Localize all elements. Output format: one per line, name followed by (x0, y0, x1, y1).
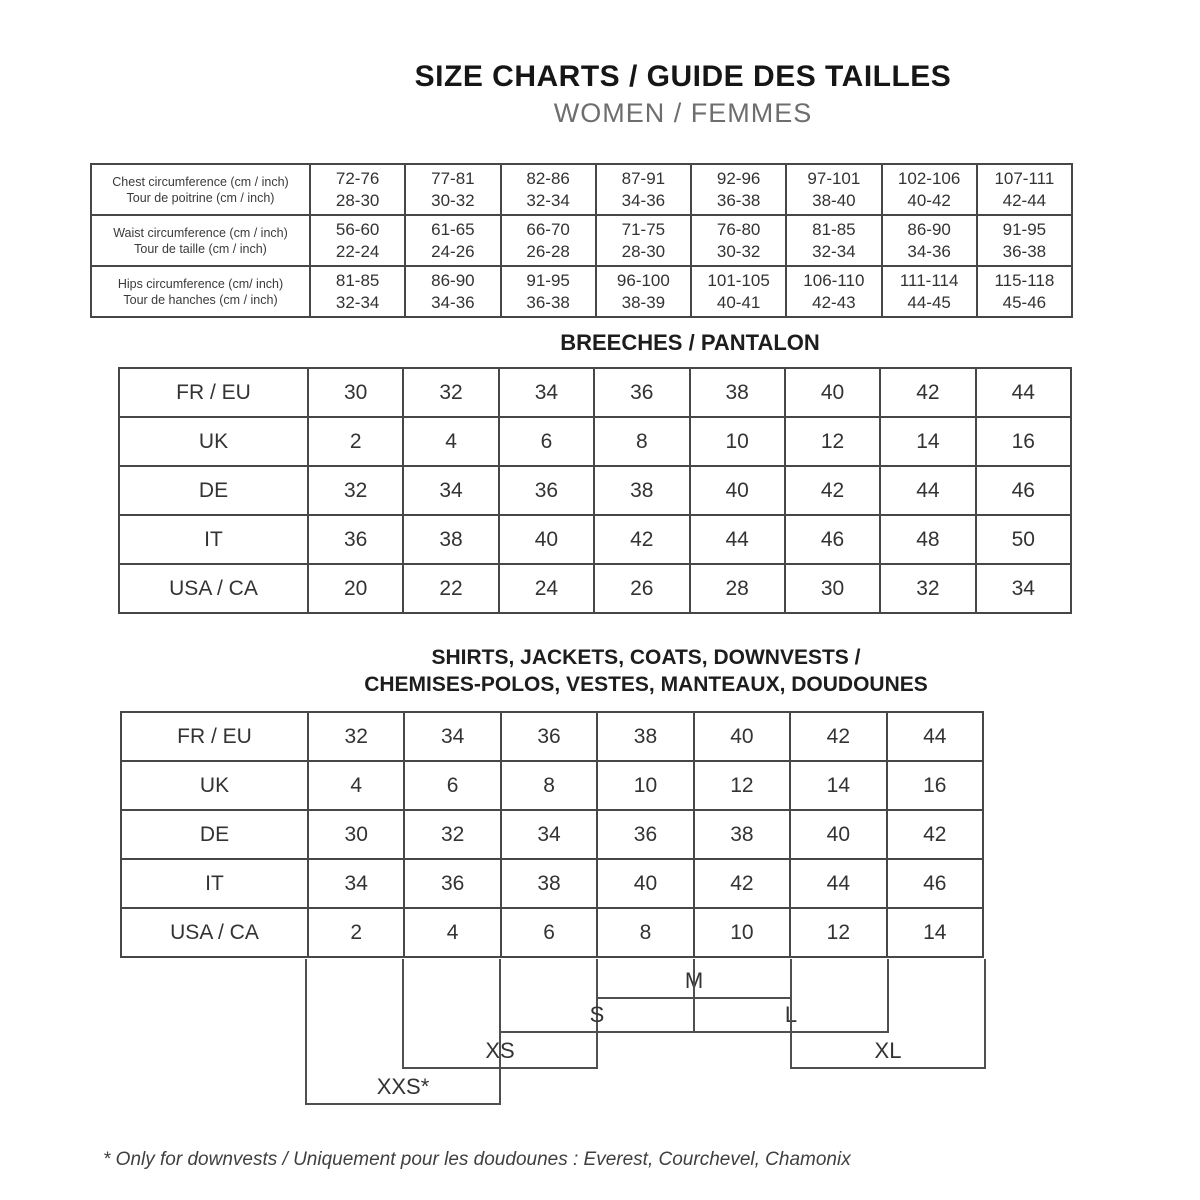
measurement-value-cell (882, 266, 977, 317)
size-row-label: DE (119, 466, 308, 515)
size-row-label: USA / CA (121, 908, 308, 957)
measurement-value-inch: 24-26 (431, 241, 475, 261)
size-value-cell: 40 (499, 515, 594, 564)
page-title: SIZE CHARTS / GUIDE DES TAILLES (414, 60, 952, 93)
size-value-cell: 36 (594, 368, 689, 417)
size-value-cell: 16 (887, 761, 983, 810)
measurements-table-body (91, 164, 1072, 317)
measurement-value-cell (310, 215, 405, 266)
measurement-value-inch: 30-32 (716, 241, 761, 261)
size-value-cell: 32 (880, 564, 975, 613)
size-value-cell: 8 (501, 761, 597, 810)
size-row-label: FR / EU (119, 368, 308, 417)
size-row (119, 515, 1071, 564)
shirts-title-line2: CHEMISES-POLOS, VESTES, MANTEAUX, DOUDOUNES (364, 673, 928, 696)
size-value-cell: 32 (404, 810, 500, 859)
size-value-cell: 6 (501, 908, 597, 957)
measurement-value-cm: 91-95 (526, 270, 570, 290)
size-row-label: USA / CA (119, 564, 308, 613)
size-value-cell: 22 (403, 564, 498, 613)
footnote: * Only for downvests / Uniquement pour les doudounes : Everest, Courchevel, Chamonix (103, 1149, 851, 1170)
size-value-cell: 10 (690, 417, 785, 466)
size-value-cell: 14 (790, 761, 886, 810)
size-value-cell: 42 (887, 810, 983, 859)
size-value-cell: 34 (976, 564, 1071, 613)
measurement-value-inch: 28-30 (335, 190, 380, 210)
measurement-value-cm: 91-95 (1002, 219, 1047, 239)
size-value-cell: 10 (597, 761, 693, 810)
size-bracket-xl (790, 959, 986, 1069)
size-value-cell: 36 (597, 810, 693, 859)
measurement-label-fr: Tour de poitrine (cm / inch) (126, 190, 275, 205)
size-brackets-diagram (120, 959, 984, 1109)
measurement-value-cell (310, 164, 405, 215)
measurement-value-cell (977, 164, 1072, 215)
size-value-cell: 46 (785, 515, 880, 564)
size-value-cell: 14 (887, 908, 983, 957)
measurement-label-en: Waist circumference (cm / inch) (113, 225, 288, 240)
measurement-value-inch: 34-36 (907, 241, 951, 261)
size-row (119, 417, 1071, 466)
size-row (119, 368, 1071, 417)
measurement-value-cm: 111-114 (899, 270, 959, 290)
size-row (119, 564, 1071, 613)
measurement-value-inch: 42-44 (1002, 190, 1047, 210)
size-value-cell: 44 (690, 515, 785, 564)
size-row (121, 810, 983, 859)
size-bracket-label: XXS* (376, 1074, 430, 1099)
size-row (121, 761, 983, 810)
size-row (119, 466, 1071, 515)
measurement-value-cm: 86-90 (431, 270, 475, 290)
size-value-cell: 48 (880, 515, 975, 564)
size-value-cell: 42 (594, 515, 689, 564)
measurement-value-cm: 106-110 (803, 270, 865, 290)
size-value-cell: 32 (403, 368, 498, 417)
size-value-cell: 24 (499, 564, 594, 613)
measurement-value-cell (501, 164, 596, 215)
size-row-label: UK (121, 761, 308, 810)
measurement-value-cm: 87-91 (621, 168, 666, 188)
size-value-cell: 36 (501, 712, 597, 761)
measurements-table (90, 163, 1073, 318)
size-value-cell: 36 (308, 515, 403, 564)
size-value-cell: 32 (308, 466, 403, 515)
size-bracket-label: L (784, 1002, 798, 1027)
measurement-value-cell (405, 164, 500, 215)
measurement-value-cm: 76-80 (716, 219, 761, 239)
measurement-value-cell (691, 164, 786, 215)
measurement-value-inch: 32-34 (812, 241, 856, 261)
measurement-value-cm: 82-86 (526, 168, 570, 188)
measurement-value-cell (977, 215, 1072, 266)
measurement-value-cell (405, 266, 500, 317)
measurement-value-inch: 30-32 (431, 190, 475, 210)
size-value-cell: 42 (880, 368, 975, 417)
measurement-label-en: Hips circumference (cm/ inch) (117, 276, 284, 291)
size-value-cell: 32 (308, 712, 404, 761)
size-value-cell: 12 (790, 908, 886, 957)
size-value-cell: 12 (785, 417, 880, 466)
size-row-label: UK (119, 417, 308, 466)
measurement-value-cell (501, 215, 596, 266)
measurement-value-cell (596, 266, 691, 317)
size-value-cell: 8 (594, 417, 689, 466)
measurement-value-inch: 32-34 (335, 292, 380, 312)
measurement-value-cell (786, 266, 881, 317)
measurement-label-cell (91, 215, 310, 266)
size-value-cell: 12 (694, 761, 790, 810)
measurement-value-cm: 102-106 (897, 168, 961, 188)
size-value-cell: 6 (404, 761, 500, 810)
measurement-value-cell (786, 164, 881, 215)
shirts-table-body (121, 712, 983, 957)
size-value-cell: 44 (976, 368, 1071, 417)
size-row (121, 712, 983, 761)
title-block (183, 60, 1183, 129)
size-value-cell: 36 (404, 859, 500, 908)
measurement-value-inch: 26-28 (526, 241, 570, 261)
measurement-value-inch: 32-34 (526, 190, 570, 210)
measurement-value-cell (786, 215, 881, 266)
size-value-cell: 44 (880, 466, 975, 515)
measurement-value-cell (405, 215, 500, 266)
size-row-label: FR / EU (121, 712, 308, 761)
size-value-cell: 38 (403, 515, 498, 564)
measurement-value-inch: 38-40 (812, 190, 856, 210)
measurement-value-inch: 36-38 (1002, 241, 1047, 261)
size-value-cell: 38 (501, 859, 597, 908)
measurement-value-inch: 28-30 (621, 241, 666, 261)
measurement-value-cm: 81-85 (335, 270, 380, 290)
measurement-value-cm: 96-100 (616, 270, 670, 290)
breeches-size-table (118, 367, 1072, 614)
measurement-value-inch: 40-41 (716, 292, 761, 312)
measurement-label-fr: Tour de hanches (cm / inch) (123, 292, 278, 307)
size-value-cell: 38 (690, 368, 785, 417)
size-value-cell: 6 (499, 417, 594, 466)
size-bracket-label: XS (485, 1038, 515, 1063)
measurement-value-inch: 44-45 (907, 292, 951, 312)
size-value-cell: 30 (308, 810, 404, 859)
measurement-value-cell (882, 164, 977, 215)
measurement-value-cell (977, 266, 1072, 317)
size-value-cell: 2 (308, 417, 403, 466)
size-value-cell: 28 (690, 564, 785, 613)
measurement-label-cell (91, 266, 310, 317)
size-value-cell: 50 (976, 515, 1071, 564)
measurement-value-cm: 56-60 (335, 219, 380, 239)
measurement-value-cell (501, 266, 596, 317)
size-value-cell: 42 (694, 859, 790, 908)
measurement-value-inch: 36-38 (526, 292, 570, 312)
measurement-value-inch: 45-46 (1002, 292, 1047, 312)
size-value-cell: 40 (597, 859, 693, 908)
measurement-value-cm: 61-65 (431, 219, 475, 239)
measurement-label-fr: Tour de taille (cm / inch) (134, 241, 267, 256)
size-bracket-label: M (684, 968, 704, 993)
size-row (121, 859, 983, 908)
size-value-cell: 4 (308, 761, 404, 810)
size-value-cell: 26 (594, 564, 689, 613)
shirts-table-title (146, 644, 1146, 698)
size-value-cell: 20 (308, 564, 403, 613)
size-value-cell: 38 (594, 466, 689, 515)
size-value-cell: 16 (976, 417, 1071, 466)
measurement-value-cm: 66-70 (526, 219, 570, 239)
measurement-value-cm: 107-111 (994, 168, 1055, 188)
size-value-cell: 44 (790, 859, 886, 908)
size-value-cell: 4 (404, 908, 500, 957)
measurement-value-cell (596, 215, 691, 266)
size-row-label: IT (119, 515, 308, 564)
size-value-cell: 10 (694, 908, 790, 957)
size-value-cell: 34 (501, 810, 597, 859)
breeches-table-title: BREECHES / PANTALON (560, 330, 820, 355)
breeches-table-body (119, 368, 1071, 613)
size-value-cell: 42 (790, 712, 886, 761)
size-value-cell: 34 (403, 466, 498, 515)
page-subtitle: WOMEN / FEMMES (553, 98, 813, 128)
measurement-value-inch: 40-42 (907, 190, 951, 210)
measurement-value-cell (310, 266, 405, 317)
measurement-value-cm: 97-101 (807, 168, 861, 188)
measurement-value-cm: 72-76 (335, 168, 380, 188)
size-value-cell: 2 (308, 908, 404, 957)
measurement-value-inch: 42-43 (812, 292, 856, 312)
size-value-cell: 14 (880, 417, 975, 466)
size-row (121, 908, 983, 957)
size-value-cell: 40 (790, 810, 886, 859)
measurement-value-cell (691, 266, 786, 317)
size-value-cell: 30 (308, 368, 403, 417)
size-value-cell: 40 (785, 368, 880, 417)
measurement-value-cell (691, 215, 786, 266)
measurement-value-cm: 115-118 (994, 270, 1055, 290)
measurement-value-inch: 38-39 (621, 292, 666, 312)
size-bracket-label: S (589, 1002, 605, 1027)
size-value-cell: 40 (690, 466, 785, 515)
size-value-cell: 42 (785, 466, 880, 515)
size-value-cell: 44 (887, 712, 983, 761)
measurement-value-cm: 92-96 (716, 168, 761, 188)
measurement-value-cm: 101-105 (707, 270, 770, 290)
size-value-cell: 36 (499, 466, 594, 515)
measurement-value-cm: 81-85 (812, 219, 856, 239)
measurement-value-cm: 86-90 (907, 219, 951, 239)
measurement-value-inch: 34-36 (621, 190, 666, 210)
measurement-row (91, 164, 1072, 215)
size-value-cell: 4 (403, 417, 498, 466)
measurement-value-cell (596, 164, 691, 215)
size-value-cell: 8 (597, 908, 693, 957)
size-value-cell: 34 (499, 368, 594, 417)
measurement-value-cm: 77-81 (431, 168, 475, 188)
shirts-title-line1: SHIRTS, JACKETS, COATS, DOWNVESTS / (431, 646, 861, 669)
size-value-cell: 40 (694, 712, 790, 761)
measurement-value-inch: 34-36 (431, 292, 475, 312)
size-row-label: IT (121, 859, 308, 908)
size-value-cell: 46 (976, 466, 1071, 515)
measurement-value-cell (882, 215, 977, 266)
measurement-label-en: Chest circumference (cm / inch) (112, 174, 289, 189)
size-value-cell: 30 (785, 564, 880, 613)
size-value-cell: 38 (694, 810, 790, 859)
size-value-cell: 34 (308, 859, 404, 908)
measurement-label-cell (91, 164, 310, 215)
measurement-value-cm: 71-75 (621, 219, 666, 239)
shirts-size-table (120, 711, 984, 958)
size-value-cell: 38 (597, 712, 693, 761)
measurement-value-inch: 36-38 (716, 190, 761, 210)
measurement-value-inch: 22-24 (335, 241, 380, 261)
size-row-label: DE (121, 810, 308, 859)
size-value-cell: 34 (404, 712, 500, 761)
measurement-row (91, 266, 1072, 317)
size-value-cell: 46 (887, 859, 983, 908)
size-bracket-label: XL (874, 1038, 902, 1063)
measurement-row (91, 215, 1072, 266)
